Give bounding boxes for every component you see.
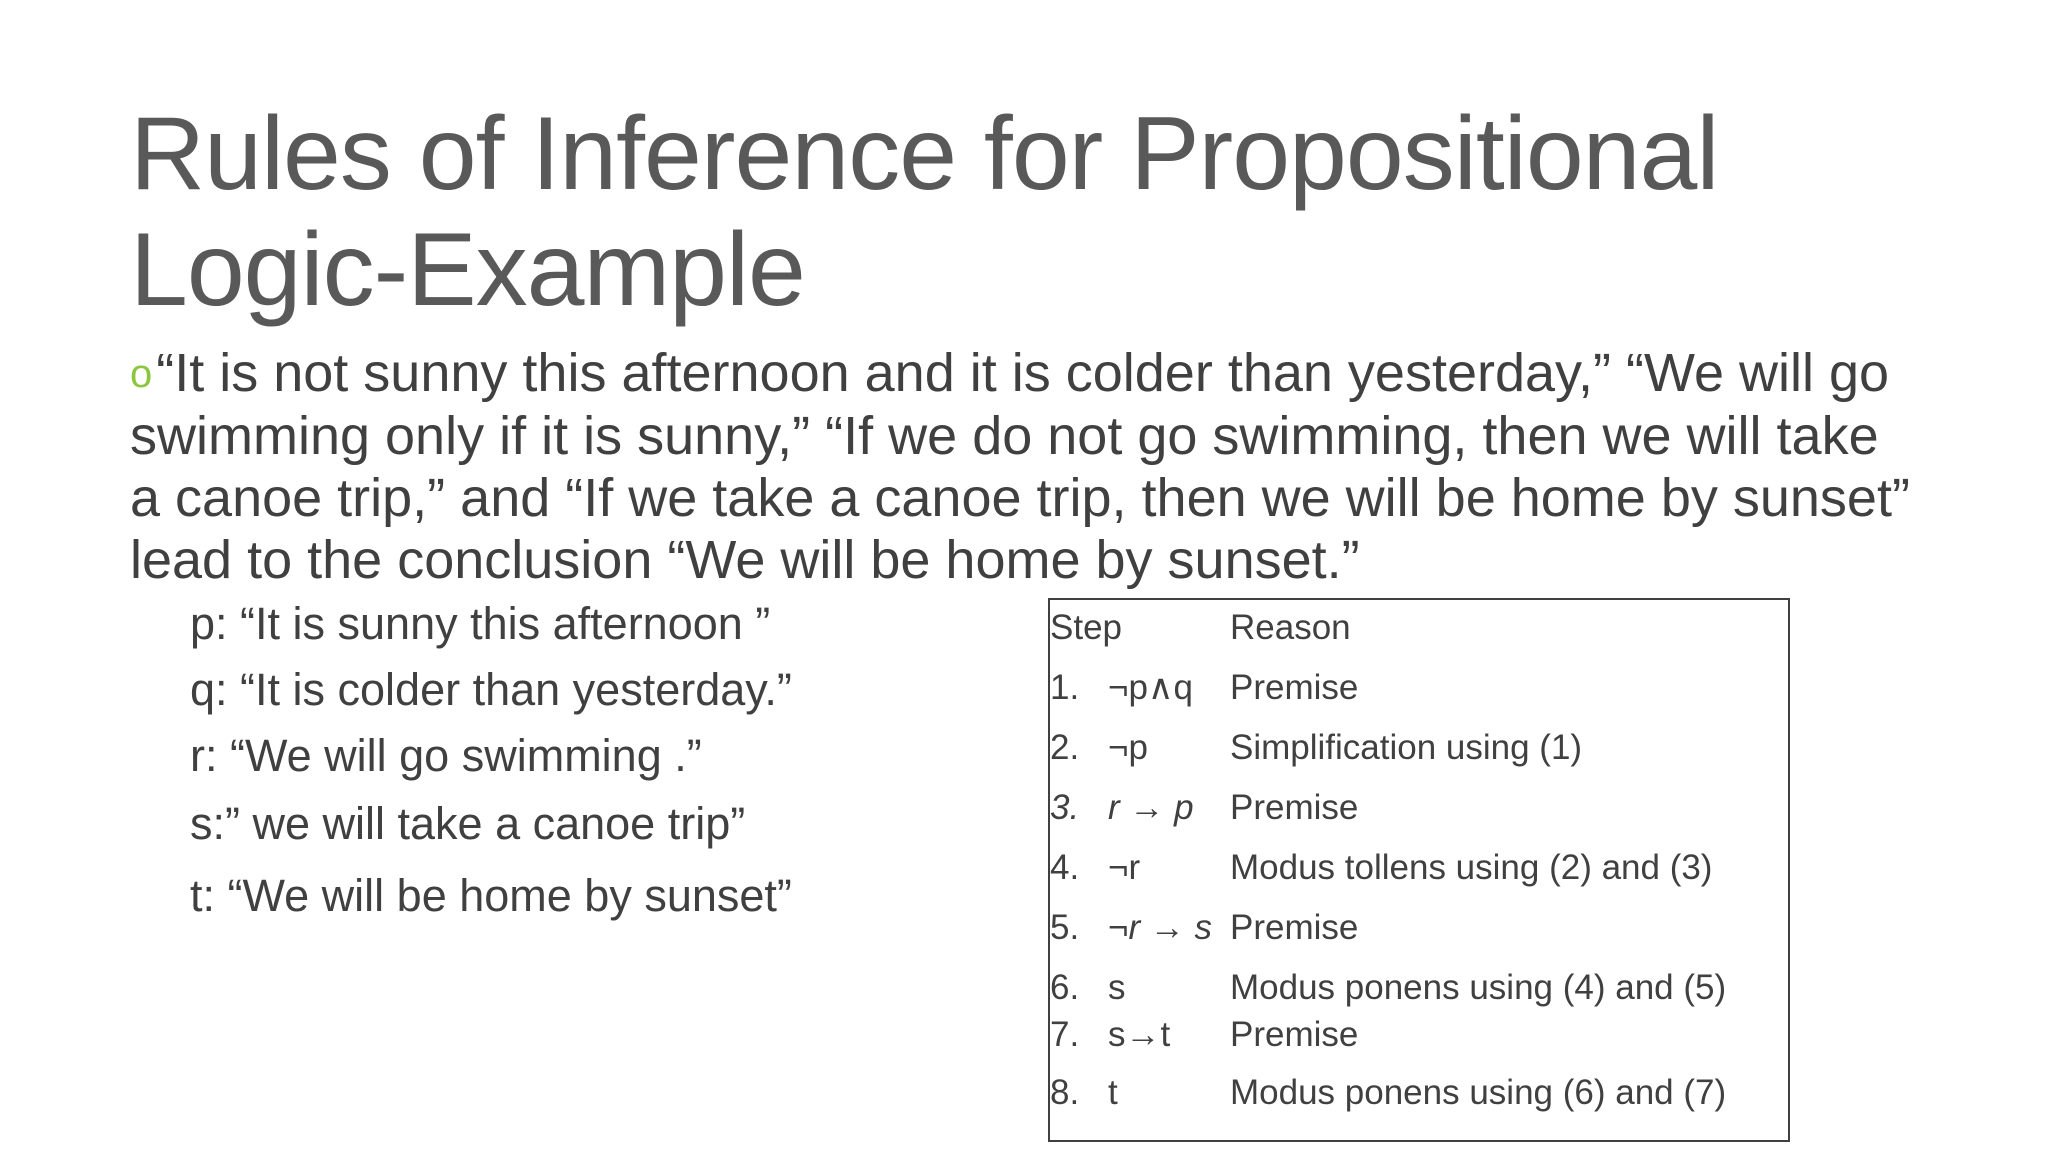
proof-table [1048, 598, 1790, 1142]
definition-p: p: “It is sunny this afternoon ” [190, 598, 771, 649]
table-row [1050, 848, 1788, 892]
slide-title: Rules of Inference for Propositional Logic-Example [130, 96, 1719, 328]
step-formula: s→t [1108, 1015, 1171, 1054]
table-row [1050, 668, 1788, 712]
step-reason: Premise [1230, 668, 1359, 707]
step-formula: s [1108, 968, 1126, 1007]
step-formula: r → p [1108, 788, 1194, 827]
step-formula: ¬p [1108, 728, 1148, 767]
step-number: 2. [1050, 728, 1080, 767]
definition-r: r: “We will go swimming .” [190, 730, 702, 781]
bullet-paragraph [130, 342, 1920, 591]
table-row [1050, 968, 1788, 1012]
step-reason: Modus ponens using (4) and (5) [1230, 968, 1727, 1007]
step-formula: ¬p∧q [1108, 668, 1193, 707]
step-reason: Simplification using (1) [1230, 728, 1583, 767]
bullet-text: “It is not sunny this afternoon and it is colder than yesterday,” “We will go swimming only if it is sunny,” “If we do not go swimming, then we will take a canoe trip,” and “If we take a canoe trip, then we will be home by sunset” lead to the conclusion “We will be home by sunset.” [130, 343, 1910, 590]
table-row [1050, 908, 1788, 952]
table-row [1050, 728, 1788, 772]
step-number: 1. [1050, 668, 1080, 707]
header-reason: Reason [1230, 608, 1351, 647]
step-reason: Premise [1230, 1015, 1359, 1054]
bullet-marker-icon: o [130, 352, 153, 396]
step-formula: ¬r [1108, 848, 1141, 887]
step-reason: Modus ponens using (6) and (7) [1230, 1073, 1727, 1112]
step-formula: t [1108, 1073, 1118, 1112]
step-reason: Modus tollens using (2) and (3) [1230, 848, 1713, 887]
definition-s: s:” we will take a canoe trip” [190, 798, 746, 849]
table-row [1050, 788, 1788, 832]
step-reason: Premise [1230, 788, 1359, 827]
table-header [1050, 608, 1788, 652]
header-step: Step [1050, 608, 1122, 647]
step-number: 8. [1050, 1073, 1080, 1112]
definition-t: t: “We will be home by sunset” [190, 870, 792, 921]
step-number: 7. [1050, 1015, 1080, 1054]
table-row [1050, 1015, 1788, 1059]
step-number: 6. [1050, 968, 1080, 1007]
definition-q: q: “It is colder than yesterday.” [190, 664, 792, 715]
step-number: 3. [1050, 788, 1080, 827]
table-row [1050, 1073, 1788, 1117]
step-number: 5. [1050, 908, 1080, 947]
step-formula: ¬r → s [1108, 908, 1213, 947]
step-reason: Premise [1230, 908, 1359, 947]
step-number: 4. [1050, 848, 1080, 887]
